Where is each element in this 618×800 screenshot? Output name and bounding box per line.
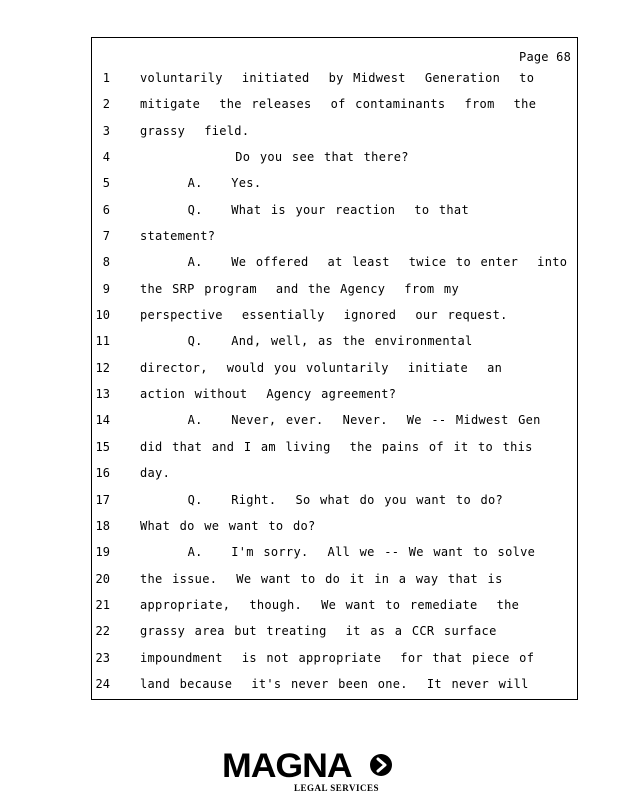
line-number: 23 <box>95 650 110 665</box>
transcript-line <box>92 229 577 255</box>
line-number: 18 <box>95 518 110 533</box>
line-number: 6 <box>102 202 110 217</box>
transcript-line <box>92 361 577 387</box>
line-text: impoundment is not appropriate for that piece of <box>140 650 535 665</box>
line-text: day. <box>140 466 171 481</box>
transcript-line <box>92 651 577 677</box>
line-number: 7 <box>102 229 110 244</box>
transcript-line <box>92 176 577 202</box>
line-text: Q. What is your reaction to that <box>140 202 469 217</box>
transcript-line <box>92 545 577 571</box>
line-text: grassy area but treating it as a CCR surface <box>140 624 497 639</box>
line-number: 5 <box>102 176 110 191</box>
line-number: 22 <box>95 624 110 639</box>
line-text: A. Yes. <box>140 176 262 191</box>
transcript-page <box>91 37 578 700</box>
line-text: the SRP program and the Agency from my <box>140 281 459 296</box>
transcript-line <box>92 466 577 492</box>
line-number: 19 <box>95 545 110 560</box>
transcript-line <box>92 203 577 229</box>
line-number: 24 <box>95 676 110 691</box>
line-number: 21 <box>95 597 110 612</box>
line-text: statement? <box>140 229 216 244</box>
line-number: 1 <box>102 71 110 85</box>
line-number: 16 <box>95 466 110 481</box>
transcript-line <box>92 150 577 176</box>
page-number: Page 68 <box>519 50 571 64</box>
line-text: director, would you voluntarily initiate an <box>140 360 503 375</box>
line-text: A. We offered at least twice to enter into <box>140 255 568 270</box>
transcript-line <box>92 308 577 334</box>
line-number: 17 <box>95 492 110 507</box>
line-number: 14 <box>95 413 110 428</box>
transcript-line <box>92 493 577 519</box>
line-text: mitigate the releases of contaminants from the <box>140 97 537 112</box>
line-number: 12 <box>95 360 110 375</box>
logo-subtitle: LEGAL SERVICES <box>294 783 379 793</box>
transcript-line <box>92 677 577 703</box>
line-text: land because it's never been one. It never will <box>140 676 529 691</box>
line-text: the issue. We want to do it in a way that is <box>140 571 503 586</box>
arrow-circle-icon <box>370 754 392 776</box>
transcript-line <box>92 624 577 650</box>
transcript-line <box>92 598 577 624</box>
line-number: 3 <box>102 123 110 138</box>
line-text: Do you see that there? <box>140 150 409 165</box>
line-text: action without Agency agreement? <box>140 387 397 402</box>
line-text: voluntarily initiated by Midwest Generation to <box>140 71 535 85</box>
line-number: 13 <box>95 387 110 402</box>
logo-wordmark: MAGNA <box>222 747 352 785</box>
line-number: 2 <box>102 97 110 112</box>
line-text: A. I'm sorry. All we -- We want to solve <box>140 545 536 560</box>
line-number: 20 <box>95 571 110 586</box>
transcript-line <box>92 97 577 123</box>
transcript-line <box>92 282 577 308</box>
transcript-line <box>92 440 577 466</box>
transcript-line <box>92 387 577 413</box>
transcript-line <box>92 572 577 598</box>
transcript-line <box>92 519 577 545</box>
transcript-line <box>92 413 577 439</box>
line-number: 4 <box>102 150 110 165</box>
transcript-line <box>92 71 577 97</box>
line-text: appropriate, though. We want to remediate the <box>140 597 520 612</box>
line-number: 15 <box>95 439 110 454</box>
transcript-lines <box>92 71 577 703</box>
line-text: A. Never, ever. Never. We -- Midwest Gen <box>140 413 541 428</box>
line-text: What do we want to do? <box>140 518 316 533</box>
line-text: perspective essentially ignored our request. <box>140 308 508 323</box>
line-number: 8 <box>102 255 110 270</box>
transcript-line <box>92 255 577 281</box>
line-text: Q. Right. So what do you want to do? <box>140 492 504 507</box>
line-number: 10 <box>95 308 110 323</box>
transcript-line <box>92 334 577 360</box>
transcript-line <box>92 124 577 150</box>
line-text: grassy field. <box>140 123 250 138</box>
line-number: 9 <box>102 281 110 296</box>
magna-logo <box>222 748 397 794</box>
line-number: 11 <box>95 334 110 349</box>
line-text: did that and I am living the pains of it to this <box>140 439 533 454</box>
line-text: Q. And, well, as the environmental <box>140 334 473 349</box>
